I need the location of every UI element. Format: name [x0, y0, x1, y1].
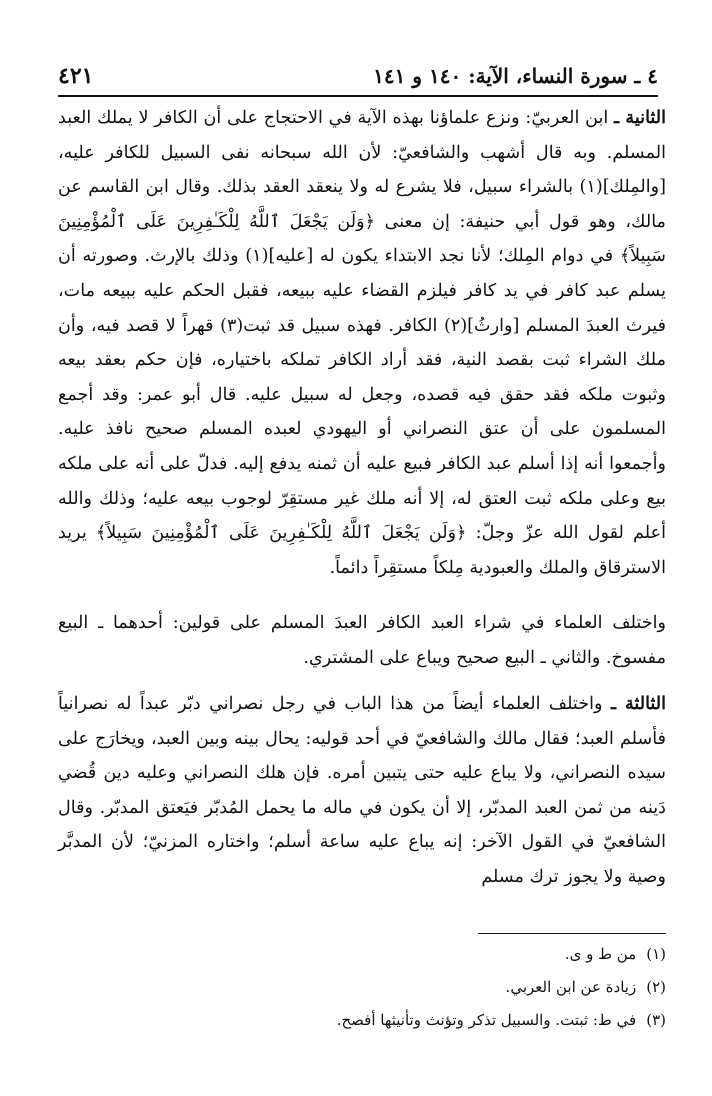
footnote-item: [58, 1004, 666, 1037]
paragraph-text: واختلف العلماء في شراء العبد الكافر العبدَ المسلم على قولين: أحدهما ـ البيع مفسوخ. والثاني ـ البيع صحيح ويباع على المشتري.: [58, 613, 666, 668]
footnote-text: من ط و ى.: [564, 945, 637, 963]
footnotes: [58, 938, 666, 1037]
paragraph-text: ابن العربيّ: ونزع علماؤنا بهذه الآية في الاحتجاج على أن الكافر لا يملك العبد المسلم. وبه قال أشهب والشافعيّ: لأن الله سبحانه نفى السبيل للكافر عليه، [والمِلك](١) بالشراء سبيل، فلا يشرع له ولا ينعقد العقد بذلك. وقال ابن القاسم عن مالك، وهو قول أبي حنيفة: إن معنى ﴿وَلَن يَجْعَلَ ٱللَّهُ لِلْكَـٰفِرِينَ عَلَى ٱلْمُؤْمِنِينَ سَبِيلاً﴾ في دوام المِلك؛ لأنا نجد الابتداء يكون له [عليه](١) وذلك بالإرث. وصورته أن يسلم عبد كافر في يد كافر فيلزم القضاء عليه ببيعه، فقبل الحكم عليه ببيعه مات، فيرث العبدَ المسلم [وارثُ](٢) الكافر. فهذه سبيل قد ثبت(٣) قهراً لا قصد فيه، وأن ملك الشراء ثبت بقصد النية، فقد أراد الكافر تملكه باختياره، فإن حكم بعقد بيعه وثبوت ملكه فقد حقق فيه قصده، وجعل له سبيل عليه. قال أبو عمر: وقد أجمع المسلمون على أن عتق النصراني أو اليهودي لعبده المسلم صحيح نافذ عليه. وأجمعوا أنه إذا أسلم عبد الكافر فبيع عليه أن ثمنه يدفع إليه. فدلّ على أنه على ملكه بيع وعلى ملكه ثبت العتق له، إلا أنه ملك غير مستقِرّ لوجوب بيعه عليه؛ وذلك والله أعلم لقول الله عزّ وجلّ: ﴿وَلَن يَجْعَلَ ٱللَّهُ لِلْكَـٰفِرِينَ عَلَى ٱلْمُؤْمِنِينَ سَبِيلاً﴾ يريد الاسترقاق والملك والعبودية مِلكاً مستقِراً دائماً.: [58, 108, 667, 578]
issue-heading: الثانية ـ: [614, 107, 666, 128]
footnote-number: (١): [646, 945, 666, 963]
paragraph-disagreement: [58, 606, 666, 675]
footnote-item: [58, 938, 666, 971]
running-title: ٤ ـ سورة النساء، الآية: ١٤٠ و ١٤١: [373, 64, 658, 88]
footnote-number: (٣): [646, 1011, 666, 1029]
page-number: ٤٢١: [58, 63, 94, 89]
page-header: [58, 60, 658, 92]
footnote-text: زيادة عن ابن العربي.: [505, 978, 637, 996]
paragraph-second-issue: [58, 101, 666, 585]
footnote-rule: [478, 933, 666, 934]
header-rule: [58, 95, 658, 97]
footnote-text: في ط: ثبتت. والسبيل تذكر وتؤنث وتأنيثها أفصح.: [336, 1011, 637, 1029]
paragraph-third-issue: [58, 687, 666, 895]
footnote-number: (٢): [646, 978, 666, 996]
paragraph-text: واختلف العلماء أيضاً من هذا الباب في رجل نصراني دبّر عبداً له نصرانياً فأسلم العبد؛ فقال مالك والشافعيّ في أحد قوليه: يحال بينه وبين العبد، ويخارَج على سيده النصراني، ولا يباع عليه حتى يتبين أمره. فإن هلك النصراني وعليه دين قُضي دَينه من ثمن العبد المدبّر، إلا أن يكون في ماله ما يحمل المُدبّر فيَعتق المدبّر. وقال الشافعيّ في القول الآخر: إنه يباع عليه ساعة أسلم؛ واختاره المزنيّ؛ لأن المدبَّر وصية ولا يجوز ترك مسلم: [58, 694, 666, 887]
footnote-item: [58, 971, 666, 1004]
issue-heading: الثالثة ـ: [610, 693, 666, 714]
